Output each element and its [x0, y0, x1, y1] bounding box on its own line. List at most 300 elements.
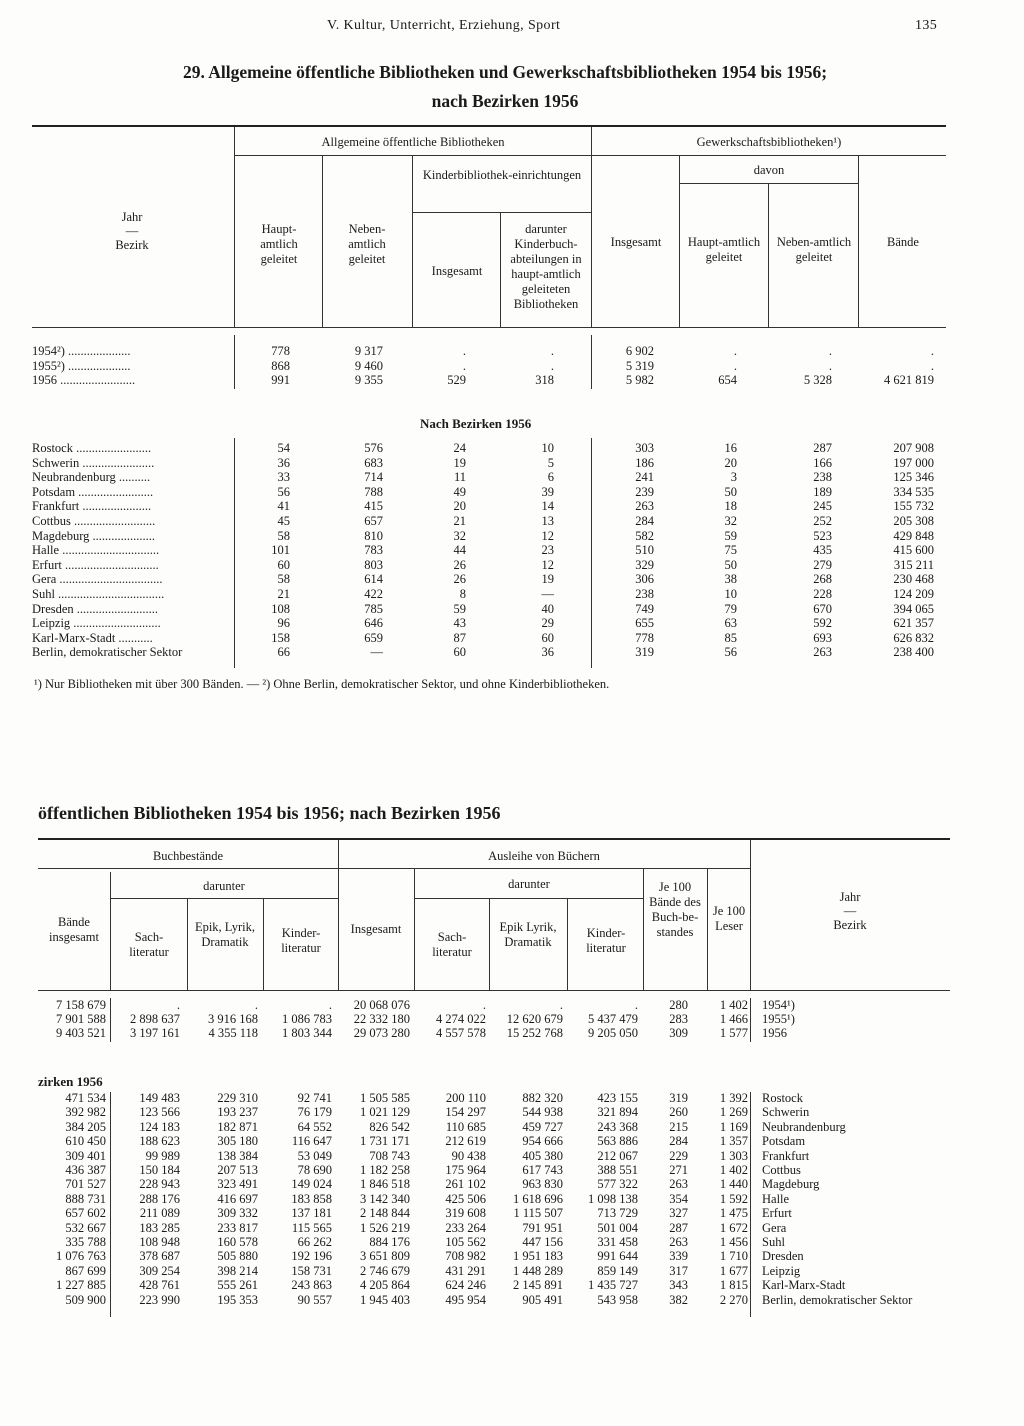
- row-label: Cottbus: [762, 1163, 801, 1177]
- row-cell: .: [828, 344, 832, 358]
- col-nebenamtlich: Neben-amtlich geleitet: [348, 222, 386, 266]
- row-label: Erfurt ..............................: [32, 557, 159, 572]
- row-cell: 284: [669, 1134, 688, 1149]
- row-label: Neubrandenburg: [762, 1119, 846, 1134]
- table-row: [0, 441, 1024, 456]
- row-cell: 4 355 118: [208, 1026, 258, 1041]
- row-cell: 471 534: [65, 1091, 106, 1105]
- row-cell: 315 211: [893, 557, 934, 572]
- row-cell: 384 205: [65, 1119, 106, 1134]
- row-cell: 23: [541, 543, 554, 558]
- row-cell: 263: [669, 1235, 688, 1249]
- table-row: [0, 499, 1024, 514]
- row-cell: 1 435 727: [588, 1278, 638, 1293]
- row-cell: 9 205 050: [588, 1026, 638, 1041]
- row-cell: 9 460: [354, 358, 383, 373]
- row-cell: 339: [669, 1249, 688, 1264]
- col-gew-hauptamtlich: Haupt-amtlich geleitet: [687, 235, 761, 264]
- row-cell: 14: [541, 499, 554, 514]
- row-cell: 11: [453, 470, 466, 485]
- row-label: Magdeburg: [762, 1177, 820, 1192]
- row-cell: .: [930, 358, 934, 373]
- row-cell: 45: [277, 514, 290, 528]
- col-sachliteratur: Sach-literatur: [129, 930, 169, 959]
- stub2-jahr: Jahr: [839, 890, 861, 904]
- row-cell: 778: [635, 630, 654, 645]
- row-cell: 429 848: [893, 528, 934, 543]
- row-cell: 19: [541, 572, 554, 587]
- row-cell: 33: [277, 470, 290, 485]
- table-row: [0, 1235, 1024, 1250]
- row-cell: .: [550, 358, 554, 373]
- row-label: Rostock ........................: [32, 441, 152, 455]
- row-cell: 425 506: [445, 1191, 486, 1206]
- row-cell: 1 303: [719, 1148, 748, 1163]
- row-cell: 416 697: [217, 1191, 258, 1206]
- row-cell: 60: [453, 645, 466, 660]
- row-cell: 713 729: [597, 1206, 638, 1221]
- col-epik-2: Epik Lyrik, Dramatik: [499, 920, 557, 949]
- col-gew-nebenamtlich: Neben-amtlich geleitet: [776, 235, 852, 264]
- row-cell: 228 943: [139, 1177, 180, 1192]
- row-cell: 90 438: [451, 1148, 486, 1163]
- row-cell: 749: [635, 601, 654, 616]
- row-cell: 2 898 637: [130, 1012, 180, 1027]
- table-row: [0, 543, 1024, 558]
- row-cell: 188 623: [139, 1134, 180, 1149]
- row-cell: .: [254, 998, 258, 1012]
- table-row: [0, 558, 1024, 573]
- row-cell: 714: [364, 470, 383, 485]
- group-ausleihe: Ausleihe von Büchern: [488, 849, 600, 863]
- row-cell: 5 982: [625, 373, 654, 388]
- row-cell: 788: [364, 484, 383, 499]
- sub-kinderbibliothek: Kinderbibliothek-einrichtungen: [422, 168, 582, 182]
- row-cell: 708 982: [445, 1249, 486, 1264]
- row-cell: 182 871: [217, 1119, 258, 1134]
- row-cell: 12 620 679: [506, 1012, 563, 1027]
- table-row: [0, 1026, 1024, 1041]
- row-cell: 50: [724, 557, 737, 572]
- row-cell: 867 699: [65, 1263, 106, 1278]
- group-gewerkschaft: Gewerkschaftsbibliotheken¹): [696, 135, 842, 149]
- row-cell: 657 602: [65, 1206, 106, 1221]
- row-cell: 543 958: [597, 1292, 638, 1307]
- table-row: [0, 1249, 1024, 1264]
- row-cell: 1 402: [719, 998, 748, 1012]
- row-cell: 6: [547, 470, 554, 485]
- row-cell: 1 269: [719, 1105, 748, 1120]
- row-cell: 99 989: [145, 1148, 180, 1163]
- row-cell: 2 746 679: [360, 1263, 410, 1278]
- row-cell: 85: [724, 630, 737, 645]
- row-cell: 271: [669, 1163, 688, 1177]
- row-cell: 7 901 588: [56, 1012, 106, 1027]
- table-row: [0, 1278, 1024, 1293]
- col-sachliteratur-2: Sach-literatur: [432, 930, 472, 959]
- row-cell: 888 731: [65, 1191, 106, 1206]
- top-section-head: Nach Bezirken 1956: [420, 416, 532, 431]
- col-kinder-insgesamt: Insgesamt: [431, 264, 483, 278]
- row-cell: 263: [813, 645, 832, 660]
- row-cell: 29: [541, 616, 554, 631]
- footnote: ¹) Nur Bibliotheken mit über 300 Bänden. — ²) Ohne Berlin, demokratischer Sektor, und ohne Kinderbibliotheken.: [34, 677, 610, 691]
- row-cell: 160 578: [217, 1235, 258, 1249]
- row-cell: 63: [724, 616, 737, 631]
- row-cell: 263: [669, 1177, 688, 1192]
- row-cell: 582: [635, 528, 654, 543]
- stub2-bezirk: Bezirk: [833, 918, 867, 932]
- row-cell: 36: [277, 455, 290, 470]
- row-cell: 207 513: [217, 1163, 258, 1177]
- row-cell: .: [559, 998, 563, 1012]
- row-cell: 388 551: [597, 1163, 638, 1177]
- row-cell: 6 902: [625, 344, 654, 358]
- row-cell: 243 368: [597, 1119, 638, 1134]
- table-row: [0, 485, 1024, 500]
- row-label: Dresden: [762, 1249, 804, 1264]
- row-cell: 92 741: [297, 1091, 332, 1105]
- row-label: 1954²) ....................: [32, 344, 131, 358]
- row-cell: 21: [277, 587, 290, 601]
- row-cell: 563 886: [597, 1134, 638, 1149]
- row-cell: 243 863: [291, 1278, 332, 1293]
- row-cell: 2 270: [719, 1292, 748, 1307]
- row-cell: 1 115 507: [513, 1206, 563, 1221]
- row-cell: 331 458: [597, 1235, 638, 1249]
- row-cell: 343: [669, 1278, 688, 1293]
- row-cell: 105 562: [445, 1235, 486, 1249]
- row-cell: 9 403 521: [56, 1026, 106, 1041]
- col-baende-insgesamt: Bände insgesamt: [49, 915, 99, 944]
- row-cell: 1 945 403: [360, 1292, 410, 1307]
- table-row: [0, 1206, 1024, 1221]
- bottom-section-head: zirken 1956: [38, 1074, 103, 1089]
- stub-header-dash: —: [125, 224, 139, 238]
- row-cell: 505 880: [217, 1249, 258, 1264]
- table2-title: öffentlichen Bibliotheken 1954 bis 1956; nach Bezirken 1956: [38, 803, 501, 823]
- row-label: 1954¹): [762, 998, 795, 1012]
- row-cell: 509 900: [65, 1292, 106, 1307]
- row-cell: 646: [364, 616, 383, 631]
- row-cell: 263: [635, 499, 654, 514]
- table-row: [0, 1091, 1024, 1106]
- row-cell: 284: [635, 514, 654, 528]
- row-label: Frankfurt: [762, 1148, 810, 1163]
- row-cell: 192 196: [291, 1249, 332, 1264]
- row-cell: 19: [453, 455, 466, 470]
- row-cell: 1 169: [719, 1119, 748, 1134]
- row-cell: 1 086 783: [282, 1012, 332, 1027]
- row-cell: 241: [635, 470, 654, 485]
- table-row: [0, 1293, 1024, 1308]
- row-label: 1955²) ....................: [32, 358, 131, 373]
- row-cell: 428 761: [139, 1278, 180, 1293]
- row-cell: 9 355: [354, 373, 383, 388]
- row-cell: 149 483: [139, 1091, 180, 1105]
- row-cell: 422: [364, 587, 383, 601]
- row-cell: 398 214: [217, 1263, 258, 1278]
- row-cell: 435: [813, 543, 832, 558]
- row-cell: 189: [813, 484, 832, 499]
- row-cell: 32: [453, 528, 466, 543]
- table-row: [0, 359, 1024, 374]
- row-cell: 154 297: [445, 1105, 486, 1120]
- bottom-rule: [38, 838, 950, 840]
- table-row: [0, 587, 1024, 602]
- row-cell: 279: [813, 557, 832, 572]
- row-cell: 3 651 809: [360, 1249, 410, 1264]
- row-cell: 96: [277, 616, 290, 631]
- row-cell: 10: [724, 587, 737, 601]
- table-row: [0, 631, 1024, 646]
- row-cell: 32: [724, 514, 737, 528]
- row-cell: 197 000: [893, 455, 934, 470]
- row-cell: 459 727: [522, 1119, 563, 1134]
- row-cell: 655: [635, 616, 654, 631]
- row-cell: 20: [453, 499, 466, 514]
- row-cell: .: [462, 344, 466, 358]
- row-cell: 116 647: [291, 1134, 332, 1149]
- row-cell: 158: [271, 630, 290, 645]
- row-cell: 59: [453, 601, 466, 616]
- row-cell: 58: [277, 572, 290, 587]
- row-cell: 50: [724, 484, 737, 499]
- row-cell: 124 183: [139, 1119, 180, 1134]
- row-cell: 60: [277, 557, 290, 572]
- row-cell: 423 155: [597, 1091, 638, 1105]
- row-cell: 592: [813, 616, 832, 631]
- row-label: Karl-Marx-Stadt: [762, 1278, 846, 1293]
- row-cell: 138 384: [217, 1148, 258, 1163]
- row-cell: .: [328, 998, 332, 1012]
- row-cell: 223 990: [139, 1292, 180, 1307]
- row-cell: 1 505 585: [360, 1091, 410, 1105]
- table-row: [0, 645, 1024, 660]
- row-cell: 4 557 578: [436, 1026, 486, 1041]
- row-cell: 108 948: [139, 1235, 180, 1249]
- table-row: [0, 1149, 1024, 1164]
- table-row: [0, 1120, 1024, 1135]
- row-label: Suhl ..................................: [32, 587, 165, 601]
- row-cell: 954 666: [522, 1134, 563, 1149]
- row-cell: 38: [724, 572, 737, 587]
- row-cell: 309 401: [65, 1148, 106, 1163]
- row-cell: 175 964: [445, 1163, 486, 1177]
- row-cell: 785: [364, 601, 383, 616]
- table-row: [0, 456, 1024, 471]
- row-cell: 7 158 679: [56, 998, 106, 1012]
- table-row: [0, 616, 1024, 631]
- table-title-line2: nach Bezirken 1956: [431, 91, 579, 111]
- row-cell: 1 577: [719, 1026, 748, 1041]
- col-hauptamtlich: Haupt-amtlich geleitet: [260, 222, 298, 266]
- row-label: Leipzig: [762, 1263, 801, 1278]
- row-label: Schwerin .......................: [32, 455, 155, 470]
- row-cell: 1 803 344: [282, 1026, 332, 1041]
- row-cell: 4 274 022: [436, 1012, 486, 1027]
- row-cell: 859 149: [597, 1263, 638, 1278]
- row-cell: 670: [813, 601, 832, 616]
- row-cell: 624 246: [445, 1278, 486, 1293]
- row-label: Karl-Marx-Stadt ...........: [32, 630, 153, 645]
- row-cell: 9 317: [354, 344, 383, 358]
- col-kinderliteratur-2: Kinder-literatur: [586, 926, 626, 955]
- table-row: [0, 373, 1024, 388]
- row-cell: 212 619: [445, 1134, 486, 1149]
- row-cell: 963 830: [522, 1177, 563, 1192]
- row-cell: 195 353: [217, 1292, 258, 1307]
- row-cell: 335 788: [65, 1235, 106, 1249]
- row-cell: 501 004: [597, 1220, 638, 1235]
- row-cell: 1 815: [719, 1278, 748, 1293]
- row-cell: 245: [813, 499, 832, 514]
- row-cell: 137 181: [291, 1206, 332, 1221]
- row-cell: 155 732: [893, 499, 934, 514]
- row-cell: 183 858: [291, 1191, 332, 1206]
- row-cell: 24: [453, 441, 466, 455]
- row-cell: 378 687: [139, 1249, 180, 1264]
- row-cell: 382: [669, 1292, 688, 1307]
- row-cell: 123 566: [139, 1105, 180, 1120]
- row-cell: 810: [364, 528, 383, 543]
- row-cell: 1 466: [719, 1012, 748, 1027]
- table-row: [0, 1221, 1024, 1236]
- col-je100-leser: Je 100 Leser: [712, 904, 746, 933]
- row-label: Potsdam ........................: [32, 484, 154, 499]
- row-cell: 13: [541, 514, 554, 528]
- row-cell: 166: [813, 455, 832, 470]
- row-label: Potsdam: [762, 1134, 806, 1149]
- row-cell: 884 176: [369, 1235, 410, 1249]
- row-label: Halle: [762, 1191, 790, 1206]
- row-cell: .: [176, 998, 180, 1012]
- row-cell: 803: [364, 557, 383, 572]
- row-cell: 215: [669, 1119, 688, 1134]
- row-cell: 229: [669, 1148, 688, 1163]
- row-cell: 319: [635, 645, 654, 660]
- row-cell: 654: [718, 373, 737, 388]
- row-label: Berlin, demokratischer Sektor: [762, 1292, 913, 1307]
- row-cell: —: [370, 645, 383, 660]
- row-cell: 44: [453, 543, 466, 558]
- row-cell: 319: [669, 1091, 688, 1105]
- top-rule: [32, 125, 946, 127]
- row-cell: 783: [364, 543, 383, 558]
- row-cell: 991: [271, 373, 290, 388]
- row-cell: 354: [669, 1191, 688, 1206]
- group-allgemeine: Allgemeine öffentliche Bibliotheken: [321, 135, 505, 149]
- row-cell: 415 600: [893, 543, 934, 558]
- row-cell: 20 068 076: [353, 998, 410, 1012]
- row-cell: 283: [669, 1012, 688, 1027]
- row-cell: 59: [724, 528, 737, 543]
- row-cell: 693: [813, 630, 832, 645]
- row-cell: 64 552: [297, 1119, 332, 1134]
- row-cell: 76 179: [297, 1105, 332, 1120]
- table-row: [0, 1264, 1024, 1279]
- row-cell: 1 448 289: [513, 1263, 563, 1278]
- row-cell: 115 565: [291, 1220, 332, 1235]
- row-cell: 577 322: [597, 1177, 638, 1192]
- row-cell: 510: [635, 543, 654, 558]
- row-label: 1956 ........................: [32, 373, 136, 388]
- row-cell: 16: [724, 441, 737, 455]
- row-cell: 101: [271, 543, 290, 558]
- row-cell: 309: [669, 1026, 688, 1041]
- row-cell: 79: [724, 601, 737, 616]
- col-gew-insgesamt: Insgesamt: [610, 235, 662, 249]
- table-row: [0, 1177, 1024, 1192]
- row-cell: 319 608: [445, 1206, 486, 1221]
- row-cell: 303: [635, 441, 654, 455]
- row-label: Dresden ..........................: [32, 601, 159, 616]
- row-cell: 415: [364, 499, 383, 514]
- row-label: Schwerin: [762, 1105, 810, 1120]
- row-cell: 657: [364, 514, 383, 528]
- row-cell: 56: [724, 645, 737, 660]
- row-cell: 4 621 819: [884, 373, 934, 388]
- row-cell: 1 357: [719, 1134, 748, 1149]
- row-cell: 149 024: [291, 1177, 332, 1192]
- row-cell: 529: [447, 373, 466, 388]
- row-cell: 5 328: [803, 373, 832, 388]
- row-cell: 1 731 171: [360, 1134, 410, 1149]
- row-cell: 15 252 768: [506, 1026, 563, 1041]
- row-cell: 334 535: [893, 484, 934, 499]
- row-cell: 868: [271, 358, 290, 373]
- row-cell: 233 264: [445, 1220, 486, 1235]
- row-cell: 1 456: [719, 1235, 748, 1249]
- row-cell: 193 237: [217, 1105, 258, 1120]
- row-cell: .: [550, 344, 554, 358]
- row-label: 1955¹): [762, 1012, 795, 1027]
- row-cell: 205 308: [893, 514, 934, 528]
- row-cell: 1 951 183: [513, 1249, 563, 1264]
- row-cell: 683: [364, 455, 383, 470]
- row-cell: 78 690: [297, 1163, 332, 1177]
- row-cell: 1 475: [719, 1206, 748, 1221]
- row-cell: 21: [453, 514, 466, 528]
- row-cell: 1 710: [719, 1249, 748, 1264]
- row-cell: 495 954: [445, 1292, 486, 1307]
- row-cell: 183 285: [139, 1220, 180, 1235]
- row-cell: 1 618 696: [513, 1191, 563, 1206]
- row-cell: 228: [813, 587, 832, 601]
- row-cell: 238 400: [893, 645, 934, 660]
- table-row: [0, 1134, 1024, 1149]
- row-cell: 280: [669, 998, 688, 1012]
- row-cell: 212 067: [597, 1148, 638, 1163]
- row-cell: 36: [541, 645, 554, 660]
- row-cell: 617 743: [522, 1163, 563, 1177]
- row-cell: 5 437 479: [588, 1012, 638, 1027]
- row-cell: 708 743: [369, 1148, 410, 1163]
- row-cell: 233 817: [217, 1220, 258, 1235]
- row-cell: 29 073 280: [353, 1026, 410, 1041]
- col-kinderliteratur: Kinder-literatur: [281, 926, 321, 955]
- row-cell: 392 982: [65, 1105, 106, 1120]
- row-cell: .: [634, 998, 638, 1012]
- row-cell: 306: [635, 572, 654, 587]
- row-cell: 8: [459, 587, 466, 601]
- row-cell: 200 110: [445, 1091, 486, 1105]
- row-cell: 318: [535, 373, 554, 388]
- row-cell: 12: [541, 557, 554, 572]
- row-cell: 150 184: [139, 1163, 180, 1177]
- row-cell: 53 049: [297, 1148, 332, 1163]
- table-row: [0, 1012, 1024, 1027]
